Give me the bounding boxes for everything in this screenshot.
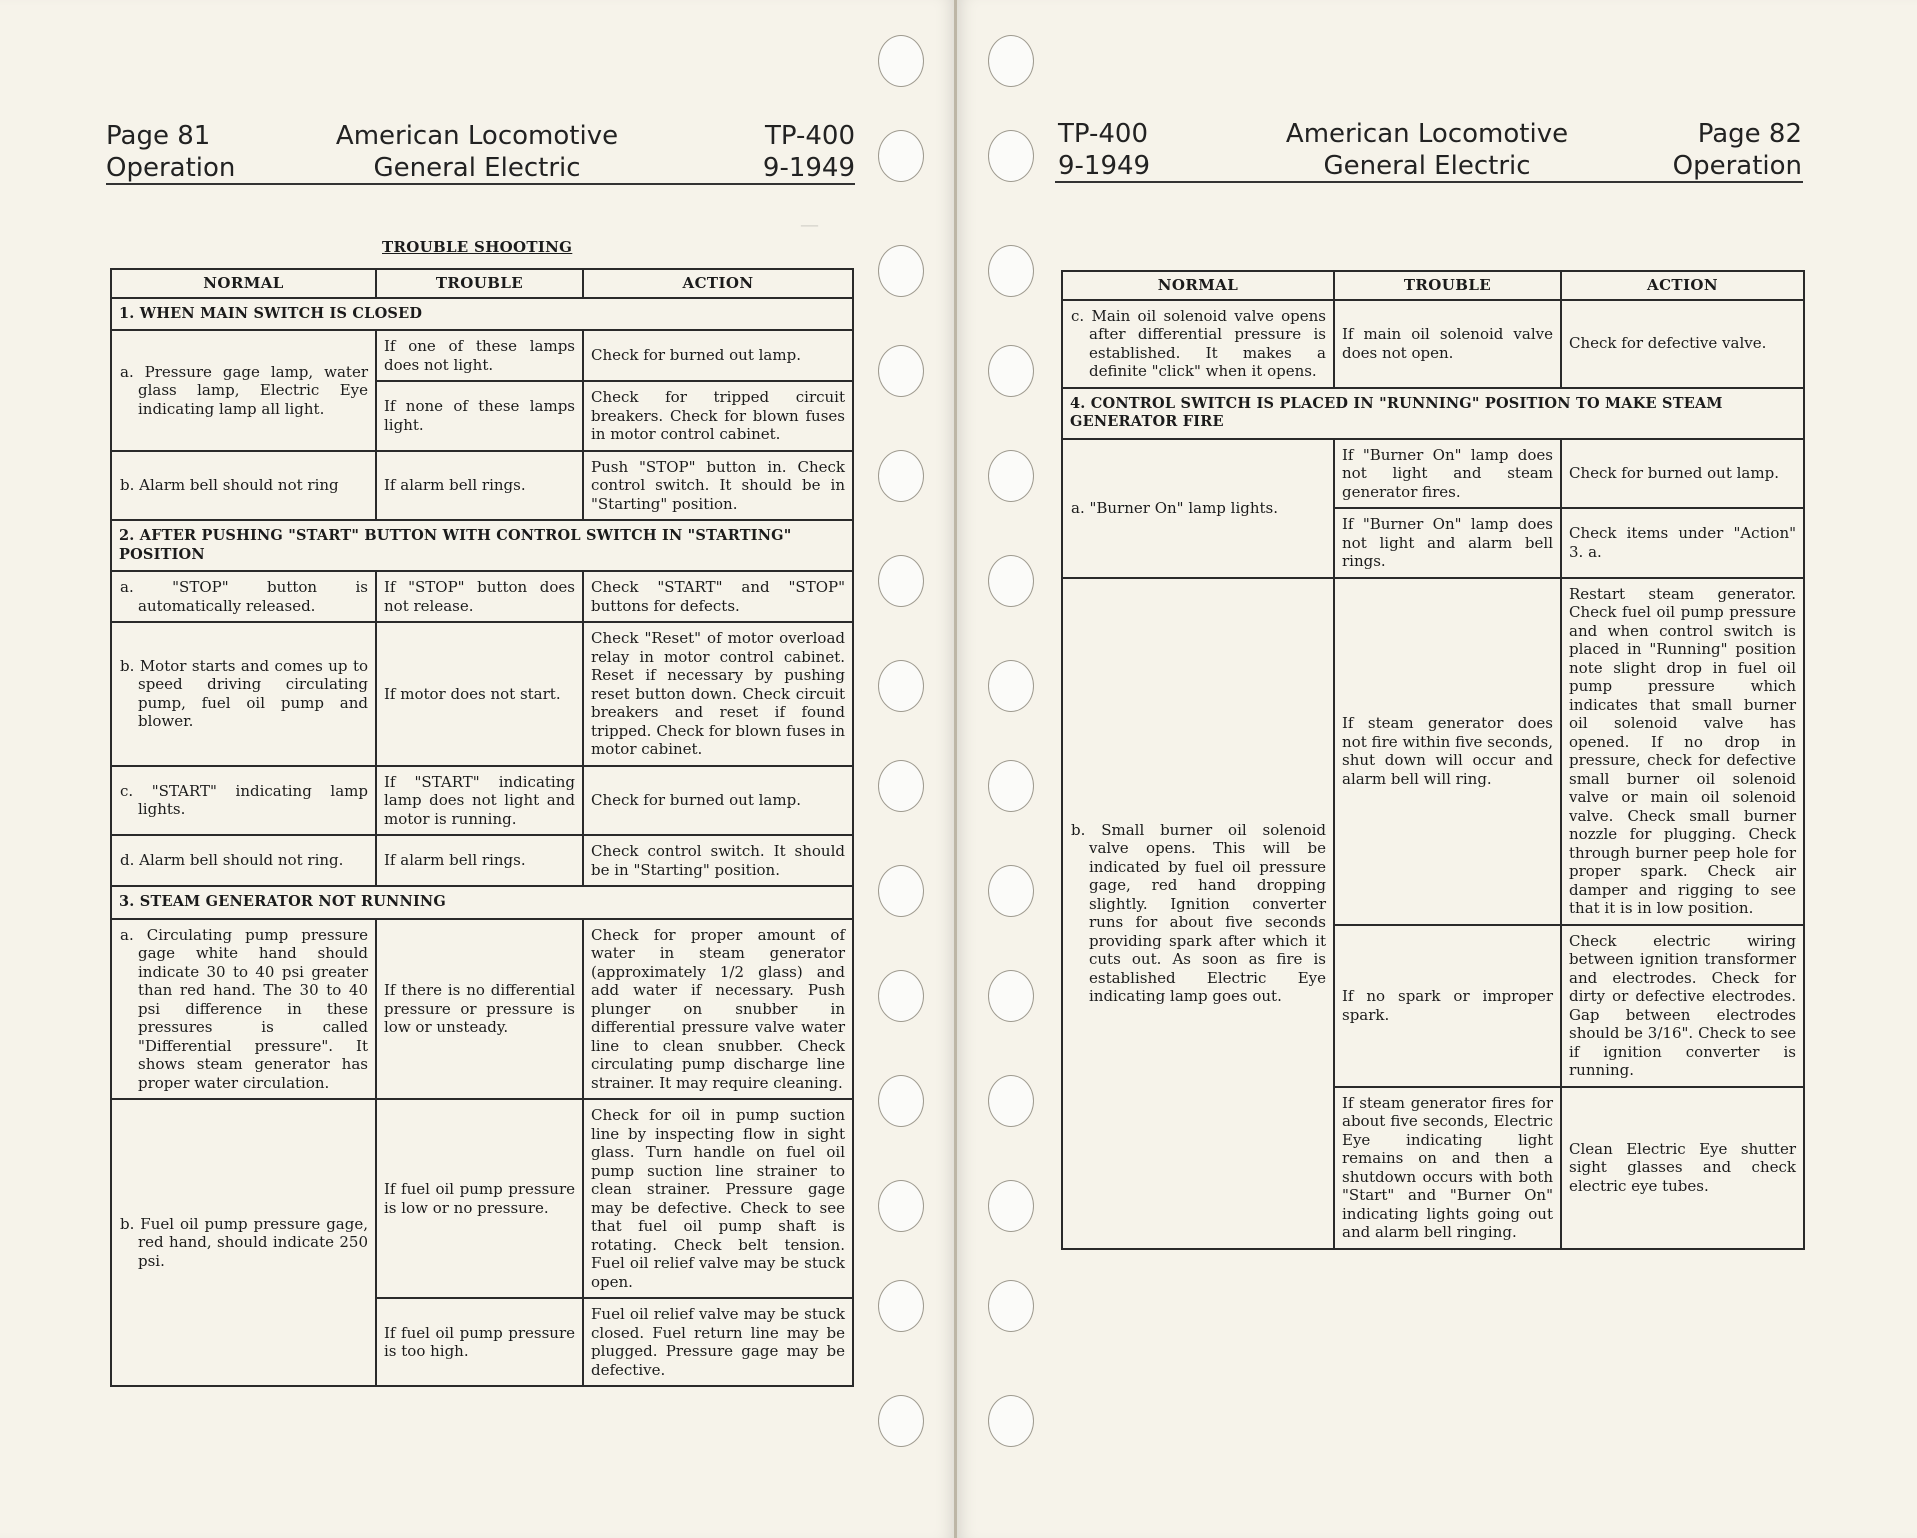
binder-hole — [878, 970, 924, 1022]
trouble-cell: If none of these lamps light. — [376, 381, 583, 451]
section-heading-row — [111, 298, 853, 331]
binder-hole — [988, 970, 1034, 1022]
binder-hole — [988, 1180, 1034, 1232]
section-heading: 4. CONTROL SWITCH IS PLACED IN "RUNNING" POSITION TO MAKE STEAM GENERATOR FIRE — [1062, 388, 1804, 439]
trouble-cell: If "STOP" button does not release. — [376, 571, 583, 622]
doc-number: TP-400 — [765, 121, 855, 151]
normal-cell: a. "STOP" button is automatically released. — [111, 571, 376, 622]
table-row — [111, 835, 853, 886]
table-row — [111, 1099, 853, 1298]
action-cell: Check for tripped circuit breakers. Check for blown fuses in motor control cabinet. — [583, 381, 853, 451]
header-rule — [1055, 181, 1803, 183]
trouble-cell: If steam generator fires for about five seconds, Electric Eye indicating light remains on and then a shutdown occurs with both "Start" and "Burner On" indicating lights going out and alarm bell ringing. — [1334, 1087, 1561, 1249]
trouble-cell: If alarm bell rings. — [376, 451, 583, 521]
trouble-cell: If motor does not start. — [376, 622, 583, 766]
binder-hole — [988, 1075, 1034, 1127]
column-header: NORMAL — [111, 269, 376, 298]
action-cell: Check for oil in pump suction line by inspecting flow in sight glass. Turn handle on fuel oil pump suction line strainer to clean strainer. Pressure gage may be defective. Check to see that fuel oil pump shaft is rotating. Check belt tension. Fuel oil relief valve may be stuck open. — [583, 1099, 853, 1298]
action-cell: Check for burned out lamp. — [583, 330, 853, 381]
header-rule — [106, 183, 855, 185]
normal-cell: a. Circulating pump pressure gage white hand should indicate 30 to 40 psi greater than red hand. The 30 to 40 psi difference in these pressures is called "Differential pressure". It shows steam generator has proper water circulation. — [111, 919, 376, 1100]
trouble-cell: If one of these lamps does not light. — [376, 330, 583, 381]
action-cell: Restart steam generator. Check fuel oil pump pressure and when control switch is placed in "Running" position note slight drop in fuel oil pump pressure which indicates that small burner oil solenoid valve has opened. If no drop in pressure, check for defective small burner oil solenoid valve or main oil solenoid valve. Check small burner nozzle for plugging. Check through burner peep hole for proper spark. Check air damper and rigging to see that it is in low position. — [1561, 578, 1804, 925]
binder-hole — [988, 555, 1034, 607]
table-row — [1062, 439, 1804, 509]
trouble-cell: If steam generator does not fire within five seconds, shut down will occur and alarm bell will ring. — [1334, 578, 1561, 925]
normal-cell: b. Alarm bell should not ring — [111, 451, 376, 521]
normal-cell: c. "START" indicating lamp lights. — [111, 766, 376, 836]
action-cell: Check control switch. It should be in "Starting" position. — [583, 835, 853, 886]
column-header-row — [111, 269, 853, 298]
section-heading: 3. STEAM GENERATOR NOT RUNNING — [111, 886, 853, 919]
action-cell: Clean Electric Eye shutter sight glasses and check electric eye tubes. — [1561, 1087, 1804, 1249]
trouble-shooting-title: TROUBLE SHOOTING — [382, 238, 573, 256]
trouble-cell: If there is no differential pressure or pressure is low or unsteady. — [376, 919, 583, 1100]
column-header: ACTION — [1561, 271, 1804, 300]
table-row — [111, 919, 853, 1100]
trouble-table-left — [110, 268, 854, 1387]
page-section: Operation — [106, 153, 236, 183]
binder-hole — [988, 660, 1034, 712]
action-cell: Check "Reset" of motor overload relay in motor control cabinet. Reset if necessary by pushing reset button down. Check circuit breakers and reset if found tripped. Check for blown fuses in motor cabinet. — [583, 622, 853, 766]
binder-hole — [988, 865, 1034, 917]
column-header: TROUBLE — [1334, 271, 1561, 300]
bleed-through-text: — — [800, 214, 819, 236]
table-row — [1062, 578, 1804, 925]
binder-hole — [878, 660, 924, 712]
table-row — [111, 451, 853, 521]
binder-hole — [988, 1280, 1034, 1332]
binder-hole — [988, 35, 1034, 87]
column-header: TROUBLE — [376, 269, 583, 298]
action-cell: Check for burned out lamp. — [583, 766, 853, 836]
action-cell: Check items under "Action" 3. a. — [1561, 508, 1804, 578]
normal-cell: b. Motor starts and comes up to speed driving circulating pump, fuel oil pump and blower. — [111, 622, 376, 766]
section-heading: 1. WHEN MAIN SWITCH IS CLOSED — [111, 298, 853, 331]
binder-hole — [988, 245, 1034, 297]
company-line-2: General Electric — [373, 153, 581, 183]
table-row — [1062, 300, 1804, 388]
binder-hole — [878, 1075, 924, 1127]
action-cell: Check for defective valve. — [1561, 300, 1804, 388]
normal-cell: d. Alarm bell should not ring. — [111, 835, 376, 886]
table-row — [111, 330, 853, 381]
page-number: Page 82 — [1697, 119, 1802, 149]
company-line-1: American Locomotive — [1285, 119, 1569, 149]
column-header-row — [1062, 271, 1804, 300]
left-header-company — [332, 120, 622, 184]
trouble-cell: If "Burner On" lamp does not light and alarm bell rings. — [1334, 508, 1561, 578]
normal-cell: b. Small burner oil solenoid valve opens. This will be indicated by fuel oil pressure gage, red hand dropping slightly. Ignition converter runs for about five seconds providing spark after which it cuts out. As soon as fire is established Electric Eye indicating lamp goes out. — [1062, 578, 1334, 1249]
normal-cell: c. Main oil solenoid valve opens after differential pressure is established. It makes a definite "click" when it opens. — [1062, 300, 1334, 388]
trouble-cell: If "START" indicating lamp does not light and motor is running. — [376, 766, 583, 836]
binder-hole — [988, 130, 1034, 182]
binder-hole — [878, 1180, 924, 1232]
section-heading-row — [111, 886, 853, 919]
company-line-2: General Electric — [1323, 151, 1531, 181]
binder-hole — [878, 245, 924, 297]
action-cell: Check for burned out lamp. — [1561, 439, 1804, 509]
binder-hole — [988, 345, 1034, 397]
binder-hole — [878, 1395, 924, 1447]
binder-hole — [988, 1395, 1034, 1447]
table-row — [111, 766, 853, 836]
column-header: NORMAL — [1062, 271, 1334, 300]
page-section: Operation — [1672, 151, 1802, 181]
right-header-doc — [1058, 118, 1150, 182]
normal-cell: a. "Burner On" lamp lights. — [1062, 439, 1334, 578]
binder-hole — [988, 760, 1034, 812]
trouble-cell: If main oil solenoid valve does not open. — [1334, 300, 1561, 388]
binder-hole — [878, 555, 924, 607]
binder-hole — [878, 130, 924, 182]
action-cell: Check for proper amount of water in steam generator (approximately 1/2 glass) and add water if necessary. Push plunger on snubber in differential pressure valve water line to clean snubber. Check circulating pump discharge line strainer. It may require cleaning. — [583, 919, 853, 1100]
action-cell: Check electric wiring between ignition transformer and electrodes. Check for dirty or defective electrodes. Gap between electrodes should be 3/16". Check to see if ignition converter is running. — [1561, 925, 1804, 1087]
binder-hole — [878, 345, 924, 397]
action-cell: Check "START" and "STOP" buttons for defects. — [583, 571, 853, 622]
binder-hole — [878, 865, 924, 917]
section-heading-row — [111, 520, 853, 571]
trouble-cell: If no spark or improper spark. — [1334, 925, 1561, 1087]
column-header: ACTION — [583, 269, 853, 298]
action-cell: Push "STOP" button in. Check control switch. It should be in "Starting" position. — [583, 451, 853, 521]
company-line-1: American Locomotive — [335, 121, 619, 151]
binder-hole — [878, 450, 924, 502]
left-header-doc — [700, 120, 855, 184]
binder-hole — [878, 760, 924, 812]
normal-cell: b. Fuel oil pump pressure gage, red hand, should indicate 250 psi. — [111, 1099, 376, 1386]
section-heading-row — [1062, 388, 1804, 439]
normal-cell: a. Pressure gage lamp, water glass lamp, Electric Eye indicating lamp all light. — [111, 330, 376, 451]
trouble-cell: If fuel oil pump pressure is too high. — [376, 1298, 583, 1386]
doc-date: 9-1949 — [762, 153, 855, 183]
binder-hole — [878, 35, 924, 87]
doc-date: 9-1949 — [1058, 151, 1151, 181]
gutter — [954, 0, 957, 1538]
right-header-company — [1282, 118, 1572, 182]
trouble-cell: If "Burner On" lamp does not light and steam generator fires. — [1334, 439, 1561, 509]
trouble-cell: If fuel oil pump pressure is low or no pressure. — [376, 1099, 583, 1298]
trouble-table-right — [1061, 270, 1805, 1250]
section-heading: 2. AFTER PUSHING "START" BUTTON WITH CONTROL SWITCH IN "STARTING" POSITION — [111, 520, 853, 571]
trouble-cell: If alarm bell rings. — [376, 835, 583, 886]
table-row — [111, 622, 853, 766]
binder-hole — [988, 450, 1034, 502]
page-number: Page 81 — [106, 121, 211, 151]
binder-hole — [878, 1280, 924, 1332]
table-row — [111, 571, 853, 622]
left-header-page — [106, 120, 235, 184]
action-cell: Fuel oil relief valve may be stuck closed. Fuel return line may be plugged. Pressure gage may be defective. — [583, 1298, 853, 1386]
right-header-page — [1650, 118, 1802, 182]
doc-number: TP-400 — [1058, 119, 1148, 149]
